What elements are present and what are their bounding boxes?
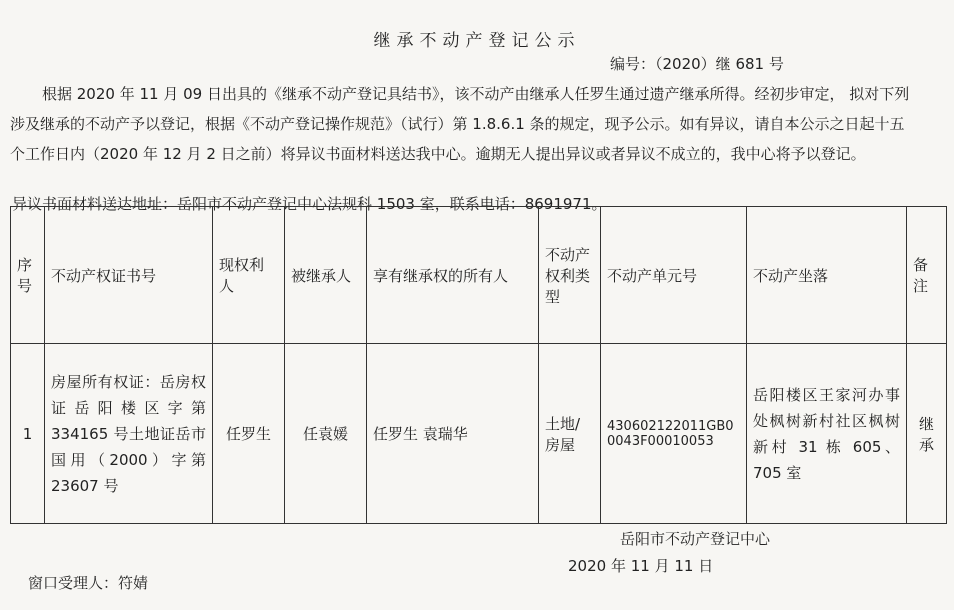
header-cert-no: 不动产权证书号: [45, 207, 213, 344]
cell-unit-no: 430602122011GB00043F00010053: [601, 344, 747, 524]
cell-heirs: 任罗生 袁瑞华: [367, 344, 539, 524]
notice-paragraph: 根据 2020 年 11 月 09 日出具的《继承不动产登记具结书》，该不动产由继承人任罗生通过遗产继承所得。经初步审定， 拟对下列涉及继承的不动产予以登记，根据《不动产登记操作规范》（试行）第 1.8.6.1 条的规定，现予公示。如有异议，请自本公示之日起十五个工作日内（2020 年 12 月 2 日之前）将异议书面材料送达我中心。逾期无人提出异议或者异议不成立的，我中心将予以登记。: [10, 85, 910, 163]
header-owner: 现权利人: [213, 207, 285, 344]
window-clerk: 窗口受理人：符婧: [28, 574, 149, 592]
header-remark: 备注: [907, 207, 947, 344]
header-unit-no: 不动产单元号: [601, 207, 747, 344]
property-table: [10, 206, 947, 524]
cell-remark: 继承: [907, 344, 947, 524]
header-right-type: 不动产权利类型: [539, 207, 601, 344]
header-decedent: 被继承人: [285, 207, 367, 344]
header-location: 不动产坐落: [747, 207, 907, 344]
cell-decedent: 任袁媛: [285, 344, 367, 524]
notice-title: 继承不动产登记公示: [373, 31, 581, 51]
issue-date: 2020 年 11 月 11 日: [568, 557, 714, 575]
document-number: 编号：（2020）继 681 号: [610, 55, 784, 73]
header-heirs: 享有继承权的所有人: [367, 207, 539, 344]
objection-address: 异议书面材料送达地址：岳阳市不动产登记中心法规科 1503 室，联系电话：8691971。: [12, 195, 607, 213]
cell-owner: 任罗生: [213, 344, 285, 524]
cell-seq: 1: [11, 344, 45, 524]
header-seq: 序号: [11, 207, 45, 344]
table-row: [11, 344, 947, 524]
cell-cert-no: 房屋所有权证：岳房权证岳阳楼区字第 334165 号土地证岳市国用（2000）字第 23607 号: [45, 344, 213, 524]
cell-right-type: 土地/房屋: [539, 344, 601, 524]
cell-location: 岳阳楼区王家河办事处枫树新村社区枫树新村 31 栋 605、705 室: [747, 344, 907, 524]
issuing-organization: 岳阳市不动产登记中心: [620, 530, 771, 548]
table-header-row: [11, 207, 947, 344]
